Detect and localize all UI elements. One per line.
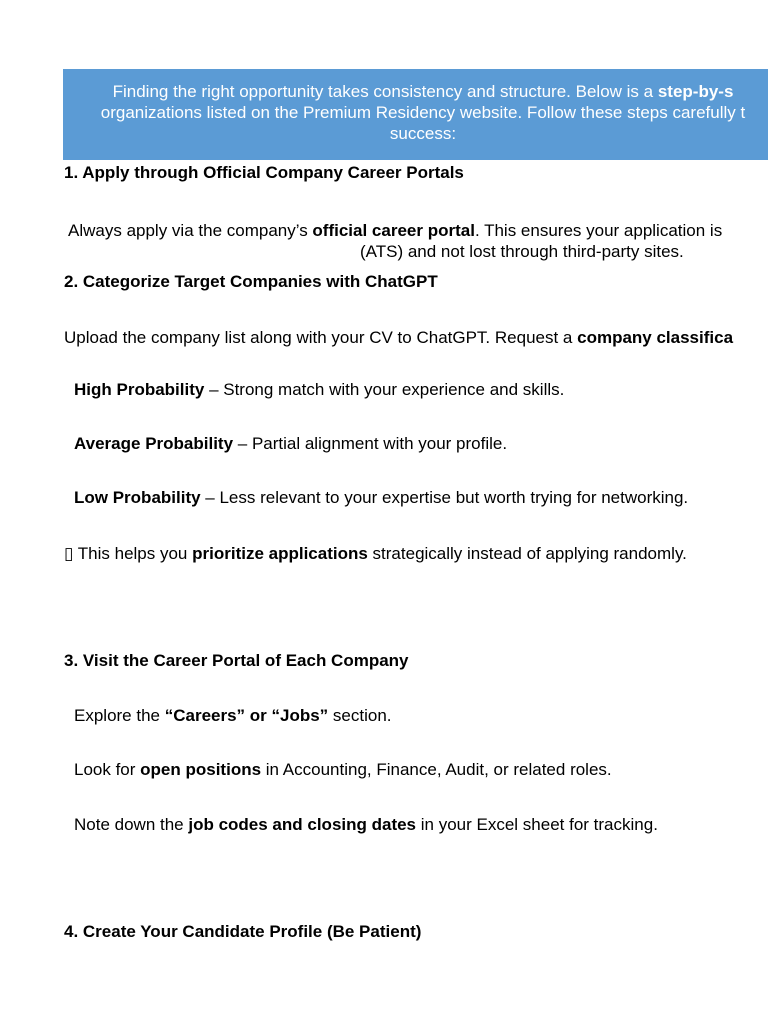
text: strategically instead of applying randomly. [367, 544, 687, 563]
text: – Less relevant to your expertise but worth trying for networking. [200, 488, 689, 507]
section-2-heading [64, 271, 438, 292]
text: . This ensures your application is [474, 221, 723, 240]
list-item-high-probability [74, 379, 564, 400]
banner-bold-text: step-by-s [657, 82, 734, 101]
missing-glyph-icon: ▯ [64, 544, 74, 563]
section-2-paragraph [64, 327, 733, 348]
section-1-paragraph-line-2: (ATS) and not lost through third-party sites. [360, 242, 684, 261]
heading-text: 3. Visit the Career Portal of Each Company [64, 651, 409, 670]
bold-text: open positions [140, 760, 262, 779]
section-1-heading [64, 162, 464, 183]
intro-banner [63, 69, 768, 160]
text: Explore the [74, 706, 165, 725]
bold-text: “Careers” or “Jobs” [164, 706, 329, 725]
list-item-open-positions [74, 759, 612, 780]
text: Note down the [74, 815, 189, 834]
text: Look for [74, 760, 141, 779]
text: section. [328, 706, 392, 725]
section-1-paragraph [68, 220, 722, 241]
heading-text: 4. Create Your Candidate Profile (Be Patient) [64, 922, 422, 941]
bold-text: prioritize applications [192, 544, 368, 563]
bold-text: Low Probability [74, 488, 201, 507]
banner-text: Finding the right opportunity takes consistency and structure. Below is a [112, 82, 658, 101]
heading-text: 1. Apply through Official Company Career Portals [64, 163, 464, 182]
text: This helps you [73, 544, 193, 563]
list-item-job-codes [74, 814, 658, 835]
banner-line-2: organizations listed on the Premium Residency website. Follow these steps carefully t [100, 103, 746, 122]
list-item-average-probability [74, 433, 507, 454]
tip-line [64, 543, 687, 564]
text: – Strong match with your experience and skills. [204, 380, 565, 399]
list-item-explore-careers [74, 705, 392, 726]
bold-text: official career portal [312, 221, 475, 240]
text: – Partial alignment with your profile. [233, 434, 508, 453]
banner-line-3: success: [389, 124, 457, 143]
text: in your Excel sheet for tracking. [416, 815, 658, 834]
bold-text: company classifica [577, 328, 734, 347]
text: in Accounting, Finance, Audit, or related roles. [261, 760, 612, 779]
section-4-heading [64, 921, 421, 942]
list-item-low-probability [74, 487, 688, 508]
text: Upload the company list along with your CV to ChatGPT. Request a [64, 328, 578, 347]
text: Always apply via the company’s [68, 221, 313, 240]
bold-text: job codes and closing dates [188, 815, 417, 834]
bold-text: High Probability [74, 380, 205, 399]
section-3-heading [64, 650, 409, 671]
heading-text: 2. Categorize Target Companies with ChatGPT [64, 272, 438, 291]
banner-line-1 [63, 81, 768, 102]
bold-text: Average Probability [74, 434, 234, 453]
